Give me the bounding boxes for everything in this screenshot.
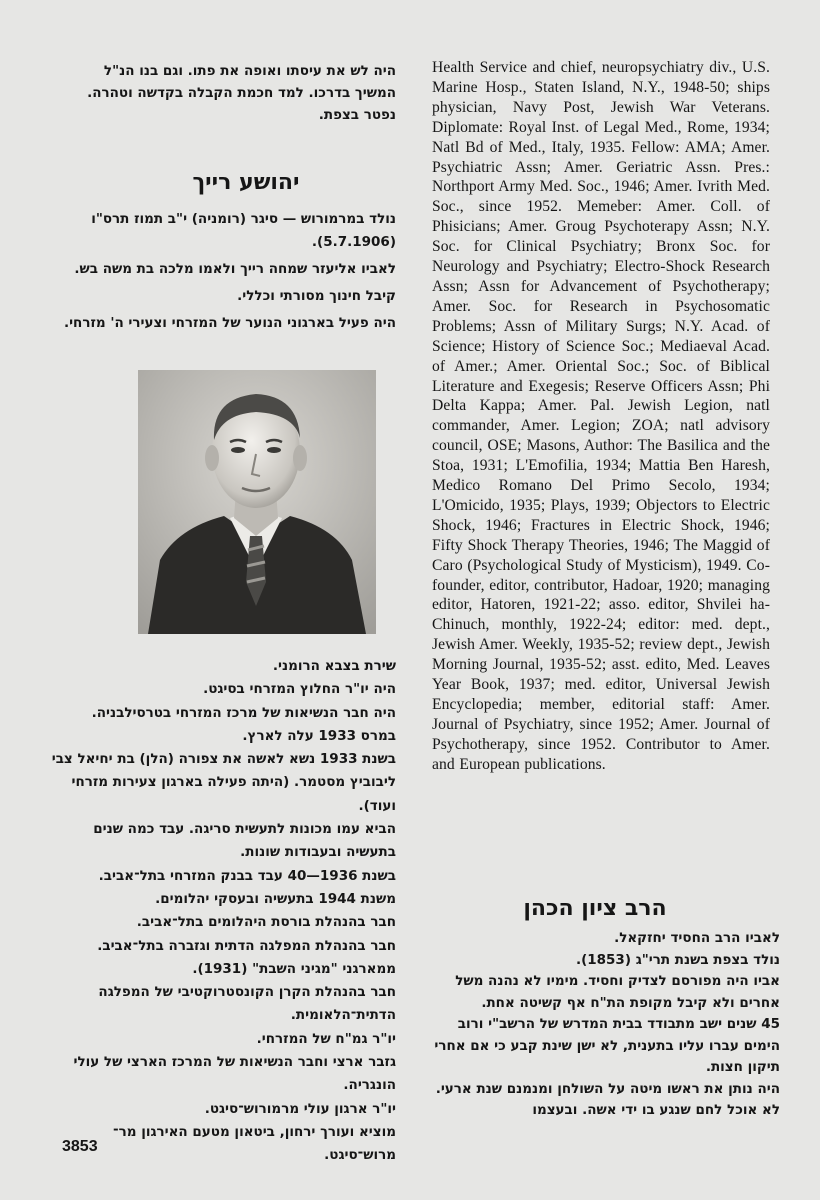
intro-line: היה לש את עיסתו ואופה את פתו. וגם בנו הנ"ל bbox=[103, 63, 396, 79]
bio-line: קיבל חינוך מסורתי וכללי. bbox=[237, 288, 396, 304]
bio-line: הביא עמו מכונות לתעשית סריגה. עבד כמה שנים בתעשיה ובעבודות שונות. bbox=[93, 821, 396, 861]
bio-line: נולד בצפת בשנת תרי"ג (1853). bbox=[575, 951, 780, 968]
bio-line: אביו היה מפורסם לצדיק וחסיד. מימיו לא נהנה משל אחרים ולא קיבל מקופת הת"ח אף קשיטה אחת. bbox=[455, 973, 780, 1011]
bio-line: מוציא ועורך ירחון, ביטאון מטעם האירגון מר־ מרוש־סיגט. bbox=[113, 1123, 396, 1164]
bio-line: במרס 1933 עלה לארץ. bbox=[242, 727, 396, 744]
bio-line: חבר בהנהלת המפלגה הדתית וגזברה בתל־אביב. bbox=[97, 937, 396, 954]
bio-line: יו"ר גמ"ח של המזרחי. bbox=[256, 1030, 396, 1047]
bio-line: היה נותן את ראשו מיטה על השולחן ומנמנם שנת ארעי. לא אוכל לחם שנגע בו ידי אשה. ובעצמו bbox=[435, 1080, 780, 1118]
person1-name-heading: יהושע רייך bbox=[192, 170, 300, 195]
english-bio-text: Health Service and chief, neuropsychiatry div., U.S. Marine Hosp., Staten Island, N.Y., 1948-50; ships physician, Navy Post, Jewish War Veterans. Diplomate: Royal Inst. of Legal Med., Rome, 1934; Natl Bd of Med., Italy, 1935. Fellow: AMA; Amer. Psychiatric Assn; Amer. Geriatric Assn. Pres.: Northport Army Med. Soc., 1946; Amer. Ivrith Med. Soc., since 1952. Memeber: Amer. Coll. of Phisicians; Amer. Groug Psychoterapy Assn; N.Y. Soc. for Clinical Psychiatry; Bronx Soc. for Neurology and Psychiatry; Electro-Shock Research Assn; Assn for Advancement of Psychotherapy; Amer. Soc. for Research in Psychosomatic Problems; Assn of Military Surgs; N.Y. Acad. of Science; History of Science Soc.; Mediaeval Acad. of Amer.; Amer. Oriental Soc.; Soc. of Biblical Literature and Exegesis; Reserve Officers Assn; Phi Delta Kappa; Amer. Pal. Jewish Legion, natl commander, Amer. Legion; ZOA; natl advisory council, OSE; Masons, Author: The Basilica and the Stoa, 1931; L'Emofilia, 1934; Mattia Ben Haresh, Medico Romano Del Primo Secolo, 1934; L'Omicido, 1935; Plays, 1939; Objectors to Electric Shock, 1946; Fractures in Electric Shock, 1946; Fifty Shock Therapy Theories, 1946; The Maggid of Caro (Psychological Study of Mysticism), 1949. Co-founder, editor, contributor, Hadoar, 1920; managing editor, Hatoren, 1921-22; asso. editor, Shvilei ha-Chinuch, monthly, 1922-24; editor: med. dept., Jewish Amer. Weekly, 1935-52; review dept., Jewish Morning Journal, 1935-52; asst. edito, Med. Leaves Year Book, 1937; med. editor, Universal Jewish Encyclopedia; member, editorial staff: Amer. Journal of Psychiatry, since 1952; Amer. Journal of Psychotherapy, since 1952. Contributor to Amer. and European publications. bbox=[432, 59, 770, 773]
portrait-photo bbox=[138, 370, 376, 634]
bio-line: נולד במרמורוש — סיגר (רומניה) י"ב תמוז תרס"ו (5.7.1906). bbox=[91, 211, 396, 250]
person1-bio-bottom bbox=[48, 655, 396, 1168]
bio-line: ממארגני "מגיני השבת" (1931). bbox=[192, 960, 396, 977]
page-number: 3853 bbox=[62, 1138, 98, 1155]
person2-bio bbox=[432, 928, 780, 1122]
bio-line: לאביו הרב החסיד יחזקאל. bbox=[614, 930, 780, 946]
bio-line: בשנת 1933 נשא לאשה את צפורה (הלן) בת יחיאל צבי ליבוביץ מסטמר. (היתה פעילה בארגון צעירות מזרחי ועוד). bbox=[51, 751, 396, 814]
bio-line: היה פעיל בארגוני הנוער של המזרחי וצעירי ה' מזרחי. bbox=[63, 315, 396, 331]
bio-line: היה יו"ר החלוץ המזרחי בסיגט. bbox=[203, 681, 396, 698]
bio-line: חבר בהנהלת בורסת היהלומים בתל־אביב. bbox=[136, 914, 396, 931]
bio-line: לאביו אליעזר שמחה רייך ולאמו מלכה בת משה בש. bbox=[74, 261, 396, 277]
bio-line: שירת בצבא הרומני. bbox=[272, 658, 396, 674]
bio-line: היה חבר הנשיאות של מרכז המזרחי בטרסילבניה. bbox=[91, 704, 396, 721]
bio-line: חבר בהנהלת הקרן הקונסטרוקטיבי של המפלגה הדתית־הלאומית. bbox=[98, 984, 396, 1024]
intro-line: נפטר בצפת. bbox=[318, 107, 396, 123]
bio-line: יו"ר ארגון עולי מרמורוש־סיגט. bbox=[204, 1100, 396, 1117]
bio-line: גזבר ארצי וחבר הנשיאות של המרכז הארצי של עולי הונגריה. bbox=[73, 1054, 396, 1094]
person2-name-heading: הרב ציון הכהן bbox=[523, 896, 667, 921]
intro-paragraph bbox=[48, 60, 396, 126]
person1-bio-top bbox=[48, 208, 396, 339]
bio-line: בשנת 1936—40 עבד בבנק המזרחי בתל־אביב. bbox=[98, 867, 396, 884]
portrait-image bbox=[138, 370, 376, 634]
intro-line: המשיך בדרכו. למד חכמת הקבלה בקדשה וטהרה. bbox=[87, 85, 396, 101]
bio-line: 45 שנים ישב מתבודד בבית המדרש של הרשב"י ורוב הימים עברו עליו בתענית, לא ישן שינת קבע כי אם אחרי תיקון חצות. bbox=[434, 1016, 780, 1075]
bio-line: משנת 1944 בתעשיה ובעסקי יהלומים. bbox=[155, 890, 396, 907]
